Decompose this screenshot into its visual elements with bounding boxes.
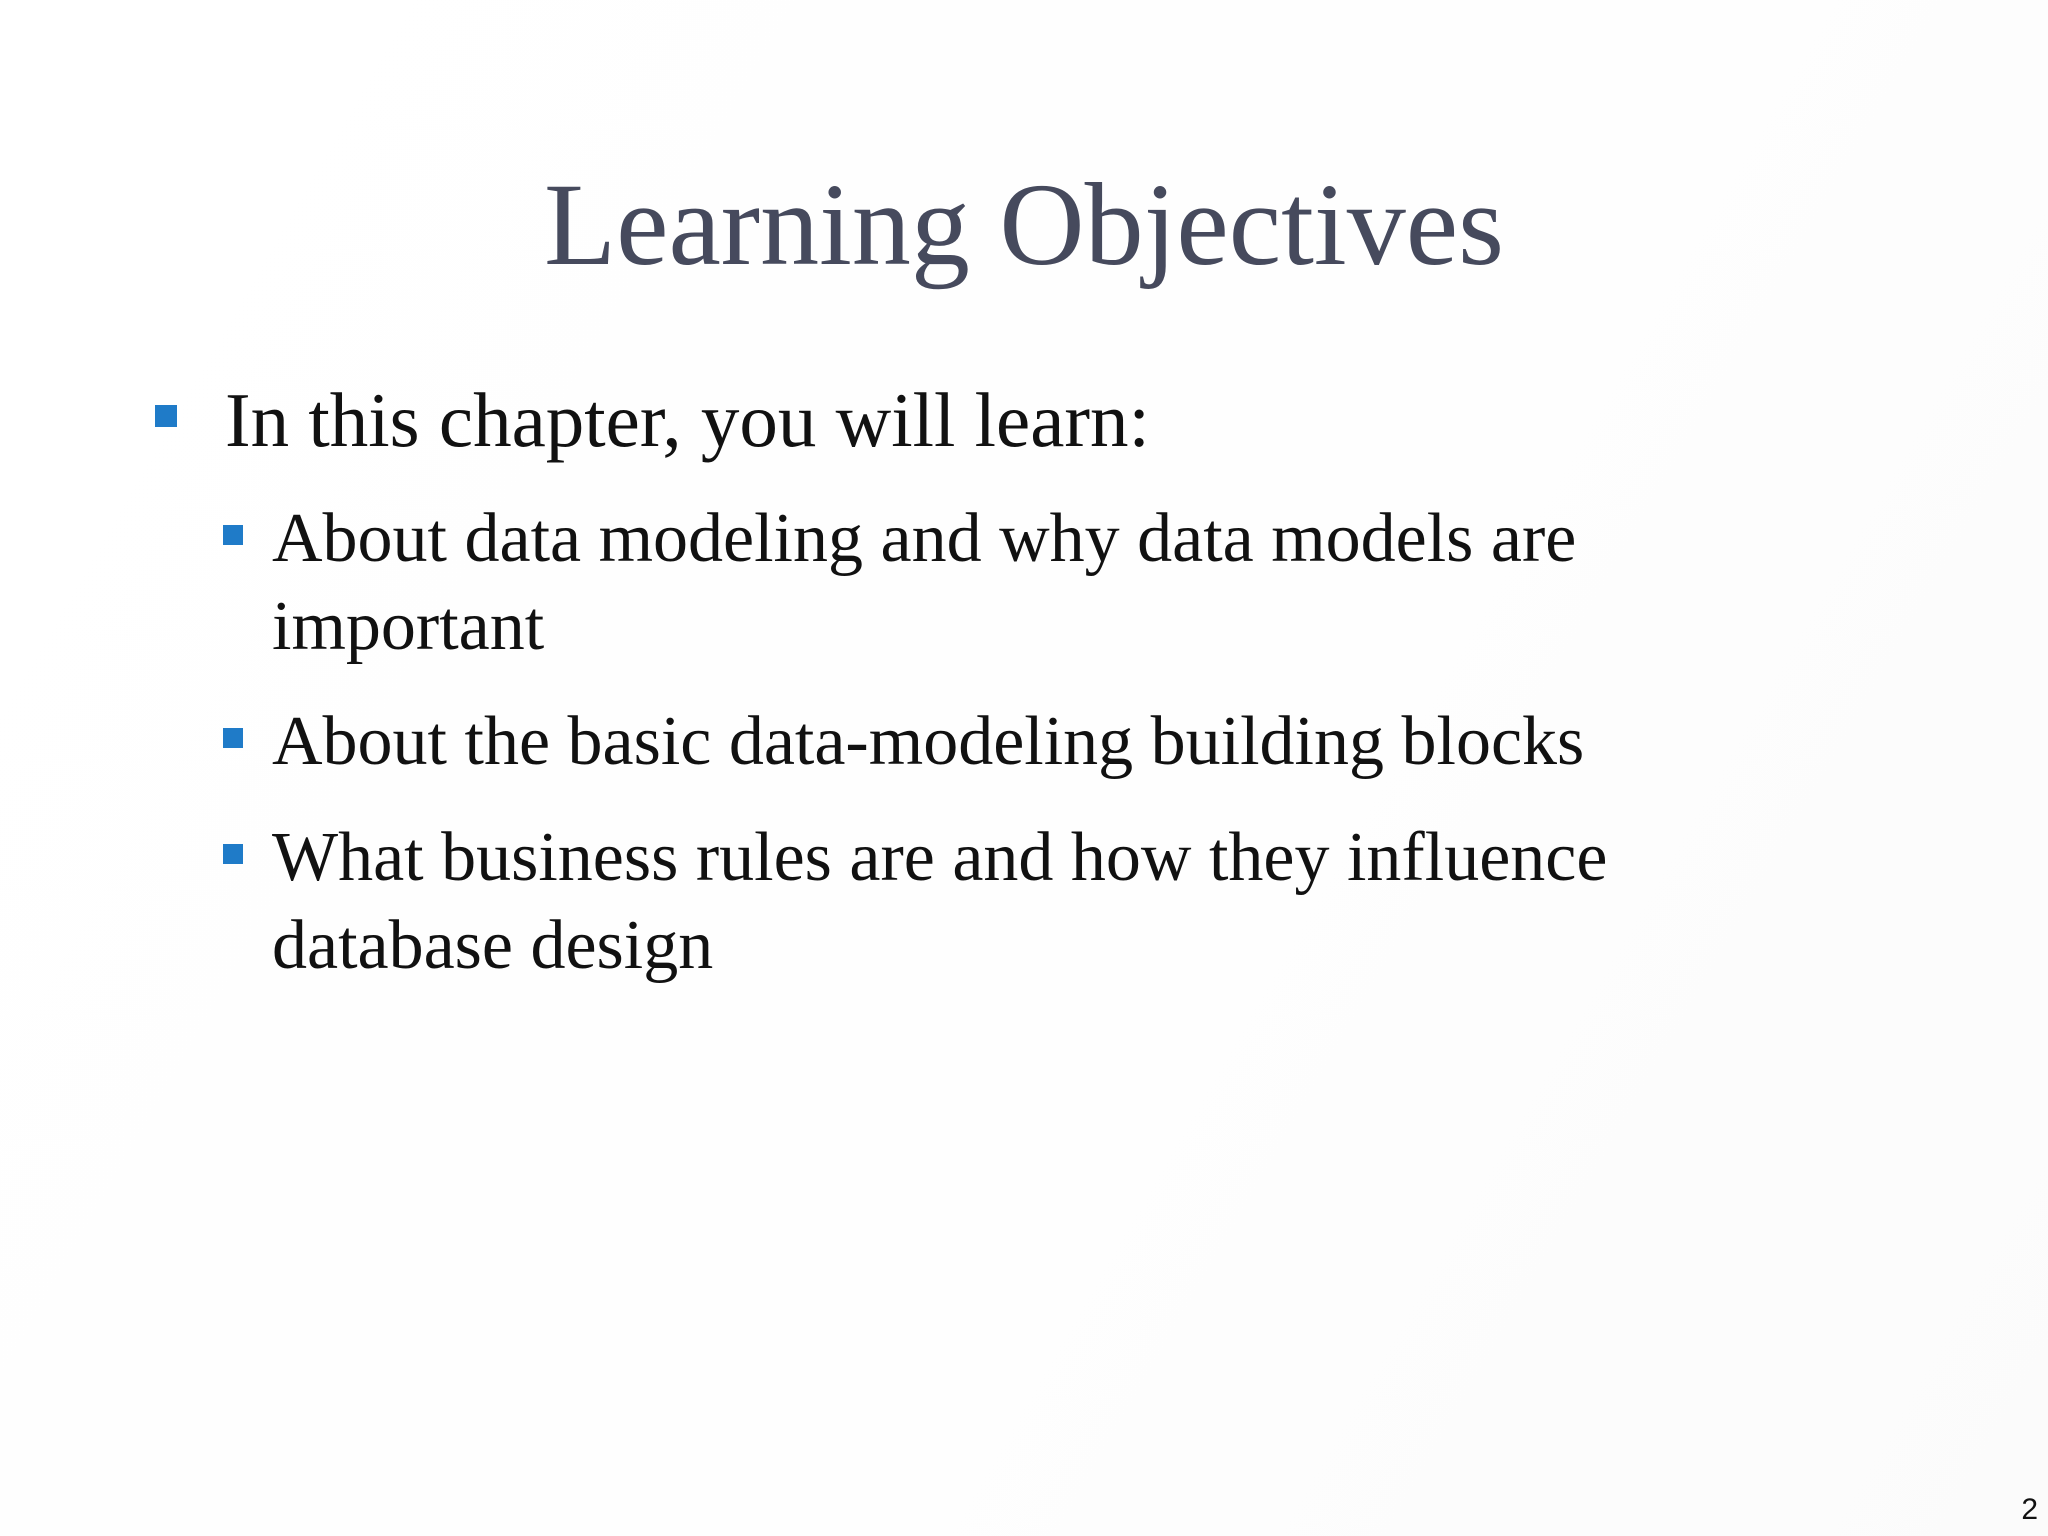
bullet-text: In this chapter, you will learn: xyxy=(225,377,1150,463)
square-bullet-icon xyxy=(223,844,243,864)
bullet-text-line: What business rules are and how they influence xyxy=(272,819,1608,896)
bullet-text-line: About data modeling and why data models are xyxy=(272,500,1577,577)
square-bullet-icon xyxy=(155,405,177,427)
square-bullet-icon xyxy=(223,525,243,545)
square-bullet-icon xyxy=(223,728,243,748)
bullet-text-line: About the basic data-modeling building blocks xyxy=(272,703,1585,780)
slide-title: Learning Objectives xyxy=(543,159,1505,290)
page-number: 2 xyxy=(2021,1493,2038,1526)
bullet-text-line: important xyxy=(272,588,545,665)
bullet-text-line: database design xyxy=(272,907,714,984)
